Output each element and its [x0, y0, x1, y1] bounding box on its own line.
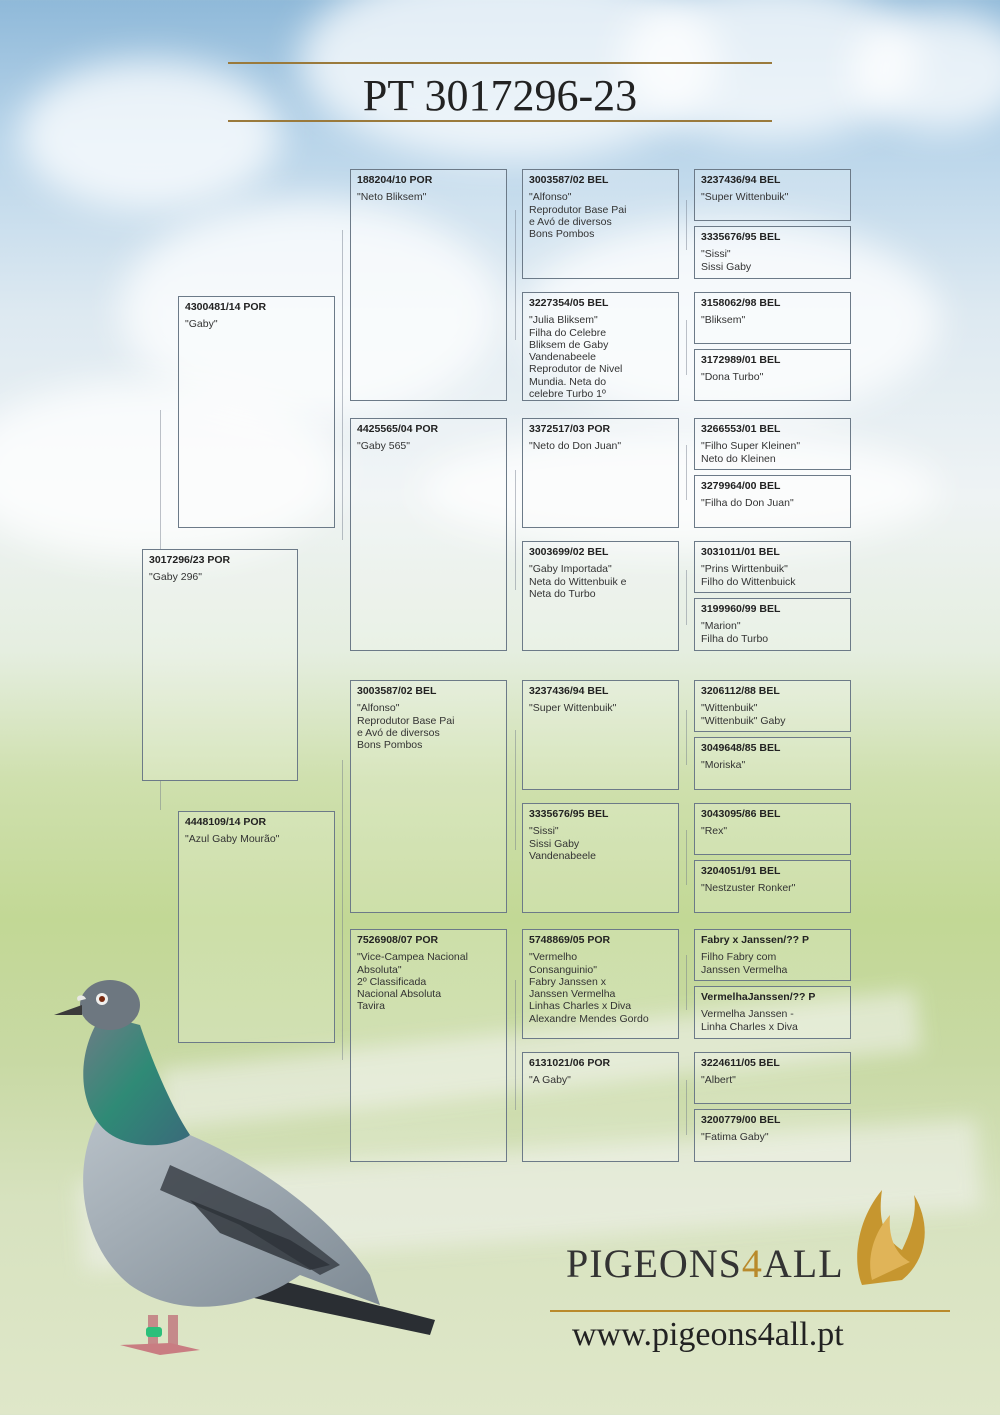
ring-number: Fabry x Janssen/?? P	[701, 934, 809, 946]
ring-number: 7526908/07 POR	[357, 934, 439, 946]
pedigree-gen3-1	[522, 169, 679, 279]
page-title: PT 3017296-23	[362, 71, 638, 120]
ring-number: 3158062/98 BEL	[701, 297, 781, 309]
pedigree-gen4-9	[694, 680, 851, 732]
ring-number: 3266553/01 BEL	[701, 423, 781, 435]
ring-number: 3017296/23 POR	[149, 554, 231, 566]
bird-info: "Filho Super Kleinen" Neto do Kleinen	[701, 440, 801, 465]
ring-number: 3172989/01 BEL	[701, 354, 781, 366]
pedigree-gen3-6	[522, 803, 679, 913]
ring-number: 6131021/06 POR	[529, 1057, 611, 1069]
pedigree-gen4-13	[694, 929, 851, 981]
logo-four: 4	[741, 1241, 763, 1286]
bird-info: "Filha do Don Juan"	[701, 497, 794, 510]
pedigree-gen4-10	[694, 737, 851, 790]
pedigree-gen3-7	[522, 929, 679, 1039]
pedigree-gen4-11	[694, 803, 851, 855]
pedigree-sire	[178, 296, 335, 528]
pedigree-gen4-8	[694, 598, 851, 651]
pedigree-subject	[142, 549, 298, 781]
bird-info: "Wittenbuik" "Wittenbuik" Gaby	[701, 702, 786, 727]
bird-info: "Vice-Campea Nacional Absoluta" 2º Classificada Nacional Absoluta Tavira	[357, 951, 468, 1013]
bird-info: "Julia Bliksem" Filha do Celebre Bliksem de Gaby Vandenabeele Reprodutor de Nivel Mundia. Neta do celebre Turbo 1º	[529, 314, 623, 401]
bird-info: "Nestzuster Ronker"	[701, 882, 796, 895]
bird-info: Vermelha Janssen - Linha Charles x Diva	[701, 1008, 798, 1033]
bird-info: "Alfonso" Reprodutor Base Pai e Avó de diversos Bons Pombos	[357, 702, 455, 752]
pedigree-gen3-3	[522, 418, 679, 528]
brand-logo	[550, 1180, 950, 1360]
pedigree-gen4-4	[694, 349, 851, 401]
logo-main: PIGEONS	[566, 1241, 742, 1286]
pedigree-gen4-3	[694, 292, 851, 344]
pedigree-gen3-5	[522, 680, 679, 790]
pedigree-gen4-1	[694, 169, 851, 221]
wing-icon	[842, 1180, 932, 1290]
bird-info: "Neto Bliksem"	[357, 191, 427, 204]
ring-number: 3003587/02 BEL	[357, 685, 437, 697]
bird-info: "Moriska"	[701, 759, 746, 772]
bird-info: "Gaby 565"	[357, 440, 410, 453]
ring-number: 3043095/86 BEL	[701, 808, 781, 820]
bird-info: "Vermelho Consanguinio" Fabry Janssen x Janssen Vermelha Linhas Charles x Diva Alexandre Mendes Gordo	[529, 951, 649, 1025]
pedigree-gen4-2	[694, 226, 851, 279]
pedigree-sire-dam	[350, 418, 507, 651]
bird-info: "Rex"	[701, 825, 728, 838]
bird-info: "Bliksem"	[701, 314, 746, 327]
logo-rule	[550, 1310, 950, 1312]
ring-number: 3335676/95 BEL	[529, 808, 609, 820]
bird-info: "Sissi" Sissi Gaby Vandenabeele	[529, 825, 596, 862]
pedigree-gen4-7	[694, 541, 851, 593]
logo-text	[566, 1240, 844, 1287]
ring-number: 3206112/88 BEL	[701, 685, 780, 697]
logo-end: ALL	[762, 1241, 844, 1286]
pedigree-gen4-15	[694, 1052, 851, 1104]
ring-number: 3279964/00 BEL	[701, 480, 781, 492]
ring-number: 3335676/95 BEL	[701, 231, 781, 243]
bird-info: "Super Wittenbuik"	[529, 702, 617, 715]
ring-number: 3204051/91 BEL	[701, 865, 781, 877]
pigeon-photo	[40, 975, 460, 1385]
ring-number: 3227354/05 BEL	[529, 297, 609, 309]
bird-info: "Neto do Don Juan"	[529, 440, 622, 453]
ring-number: 4448109/14 POR	[185, 816, 267, 828]
pedigree-gen3-4	[522, 541, 679, 651]
pedigree-gen4-14	[694, 986, 851, 1039]
bird-info: "Gaby"	[185, 318, 218, 331]
pedigree-gen3-2	[522, 292, 679, 401]
bird-info: "Azul Gaby Mourão"	[185, 833, 280, 846]
ring-number: 3003699/02 BEL	[529, 546, 609, 558]
ring-number: 3237436/94 BEL	[701, 174, 781, 186]
ring-number: 3372517/03 POR	[529, 423, 611, 435]
ring-number: 3224611/05 BEL	[701, 1057, 780, 1069]
pedigree-gen4-6	[694, 475, 851, 528]
ring-number: 3199960/99 BEL	[701, 603, 781, 615]
ring-number: 4300481/14 POR	[185, 301, 267, 313]
pedigree-sire-sire	[350, 169, 507, 401]
bird-info: "Dona Turbo"	[701, 371, 764, 384]
bird-info: "Sissi" Sissi Gaby	[701, 248, 752, 273]
pedigree-gen4-5	[694, 418, 851, 470]
title-rule-top	[228, 62, 772, 64]
bird-info: "Fatima Gaby"	[701, 1131, 769, 1144]
ring-number: 3049648/85 BEL	[701, 742, 781, 754]
ring-number: VermelhaJanssen/?? P	[701, 991, 816, 1003]
bird-info: "Albert"	[701, 1074, 736, 1087]
bird-info: "Alfonso" Reprodutor Base Pai e Avó de diversos Bons Pombos	[529, 191, 627, 241]
ring-number: 3200779/00 BEL	[701, 1114, 781, 1126]
pedigree-dam-sire	[350, 680, 507, 913]
pedigree-gen4-12	[694, 860, 851, 913]
bird-info: "Gaby 296"	[149, 571, 202, 584]
ring-number: 4425565/04 POR	[357, 423, 439, 435]
pedigree-gen4-16	[694, 1109, 851, 1162]
bird-info: Filho Fabry com Janssen Vermelha	[701, 951, 788, 976]
ring-number: 3031011/01 BEL	[701, 546, 780, 558]
bird-info: "Super Wittenbuik"	[701, 191, 789, 204]
website-link[interactable]: www.pigeons4all.pt	[572, 1316, 844, 1353]
bird-info: "Prins Wirttenbuik" Filho do Wittenbuick	[701, 563, 796, 588]
bird-info: "Gaby Importada" Neta do Wittenbuik e Neta do Turbo	[529, 563, 627, 600]
bird-info: "Marion" Filha do Turbo	[701, 620, 769, 645]
title-rule-bottom	[228, 120, 772, 122]
ring-number: 3237436/94 BEL	[529, 685, 609, 697]
pedigree-gen3-8	[522, 1052, 679, 1162]
ring-number: 5748869/05 POR	[529, 934, 611, 946]
ring-number: 3003587/02 BEL	[529, 174, 609, 186]
bird-info: "A Gaby"	[529, 1074, 571, 1087]
ring-number: 188204/10 POR	[357, 174, 433, 186]
